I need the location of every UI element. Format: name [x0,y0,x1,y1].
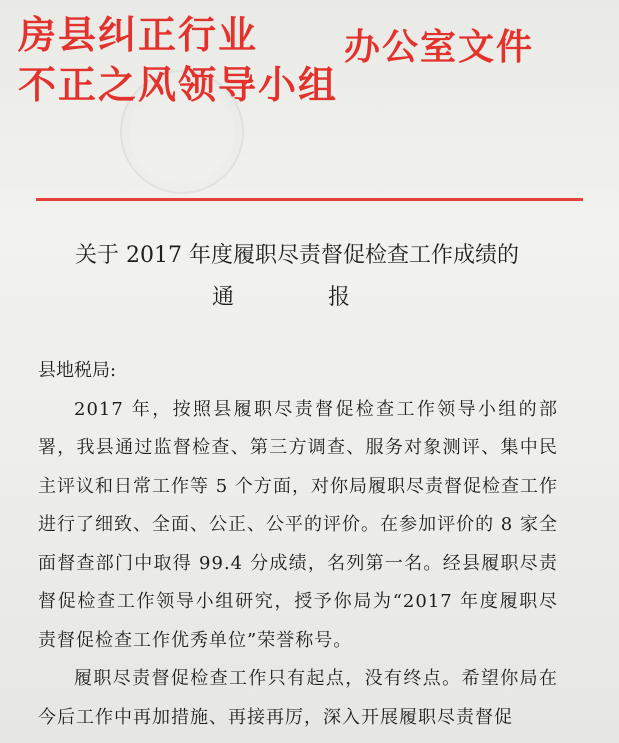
title-char-tong: 通 [212,285,235,310]
office-document-label: 办公室文件 [344,27,535,68]
document-header [0,0,619,200]
title-line-2 [212,280,350,311]
authority-line-2: 不正之风领导小组 [18,63,339,107]
addressee: 县地税局: [38,360,117,381]
red-divider-line [36,198,583,201]
document-body [38,352,558,737]
authority-line-1: 房县纠正行业 [18,13,259,57]
paragraph-1: 2017 年，按照县履职尽责督促检查工作领导小组的部署，我县通过监督检查、第三方调查、服务对象测评、集中民主评议和日常工作等 5 个方面，对你局履职尽责督促检查工作进行了细致、全面、公正、公平的评价。在参加评价的 8 家全面督查部门中取得 99.4 分成绩，名列第一名。经县履职尽责督促检查工作领导小组研究，授予你局为“2017 年度履职尽责督促检查工作优秀单位”荣誉称号。 [38,398,558,651]
title-char-bao: 报 [328,285,351,310]
paragraph-2: 履职尽责督促检查工作只有起点，没有终点。希望你局在今后工作中再加措施、再接再厉，深入开展履职尽责督促 [38,668,558,728]
issuing-authority [18,10,378,110]
title-line-1: 关于 2017 年度履职尽责督促检查工作成绩的 [75,243,519,268]
